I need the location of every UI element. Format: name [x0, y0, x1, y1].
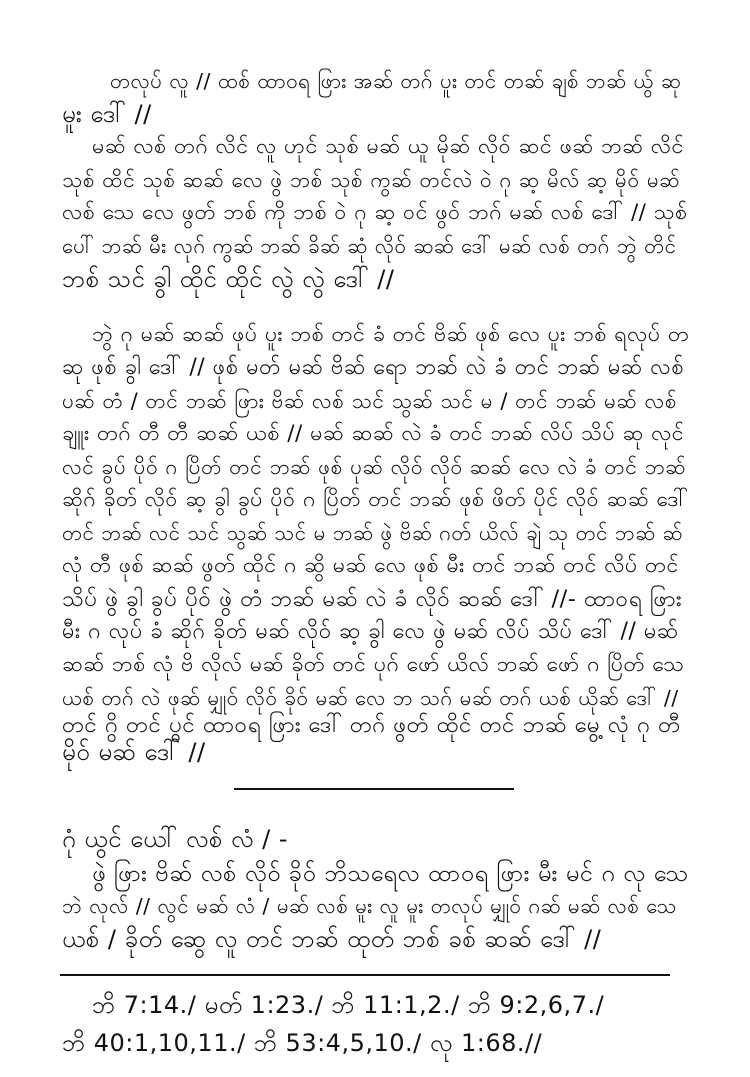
text-line: ချူး တဂ် တီ တီ ဆဆ် ယစ် // မဆ် ဆဆ် လဲ ခံ တင် ဘဆ် လိပ် သိပ် ဆု လုင်: [62, 421, 685, 446]
text-line: ဖွဲ ဖြား ဗိဆ် လစ် လိုဝ် ခိုဝ် ဘိသရေလ ထာဝရ ဖြား မီး မင် ဂ လု သေ: [92, 859, 689, 887]
text-line: ဘဲ လုလ် // လွင် မဆ် လံ / မဆ် လစ် မူး လူ မူး တလုပ် မျှုဝ် ဂဆ် မဆ် လစ် သေ: [62, 894, 677, 918]
text-line: ဘစ် သင် ခွါ ထိုင် ထိုင် လွဲ လွဲ ဒေါ် //: [62, 265, 395, 293]
text-line: လစ် သေ လေ ဖွတ် ဘစ် ကို ဘစ် ဝဲ ဂု ဆ့ ဝင် ဖွဝ် ဘဂ် မဆ် လစ် ဒေါ် // သုစ်: [62, 200, 688, 225]
section-divider: [234, 788, 514, 790]
text-line: ယစ် တဂ် လဲ ဖုဆ် မျှုဝ် လိုဝ် ခိုဝ် မဆ် လေ ဘ သဂ် မဆ် တဂ် ယစ် ယိုဆ် ဒေါ် //: [62, 686, 679, 710]
text-line: ဘွဲ ဂု မဆ် ဆဆ် ဖုပ် ပူး ဘစ် တင် ခံ တင် ဗိဆ် ဖုစ် လေ ပူး ဘစ် ရလုပ် တ: [92, 322, 690, 347]
reference-line: ဘိ 40:1,10,11./ ဘိ 53:4,5,10./ လု 1:68.//: [62, 1029, 543, 1057]
footnote-divider: [60, 974, 670, 976]
text-line: မဆ် လစ် တဂ် လိင် လူ ဟုင် သုစ် မဆ် ယူ မိုဆ် လိုဝ် ဆင် ဖဆ် ဘဆ် လိင်: [92, 134, 684, 159]
text-line: ယစ် / ခိုတ် ဆွေ လူ တင် ဘဆ် ထုတ် ဘစ် ခစ် ဆဆ် ဒေါ် //: [62, 925, 602, 953]
text-line: လုံ တီ ဖုစ် ဆဆ် ဖွတ် ထိုင် ဂ ဆွိ မဆ် လေ ဖုစ် မီး တင် ဘဆ် တင် လိပ် တင်: [62, 553, 679, 578]
text-line: မူး ဒေါ် //: [62, 100, 152, 128]
text-line: တင် ဂွိ တင် ပွင် ထာဝရ ဖြား ဒေါ် တဂ် ဖွတ် ထိုင် တင် ဘဆ် မွေ့ လုံ ဂု တီ: [62, 712, 681, 738]
text-line: တင် ဘဆ် လင် သင် သွဆ် သင် မ ဘဆ် ဖွဲ ဗိဆ် ဂတ် ယိလ် ချဲ သု တင် ဘဆ် ဆ်: [62, 521, 683, 545]
text-line: တလုပ် လူ // ထစ် ထာဝရ ဖြား အဆ် တဂ် ပူး တင် တဆ် ချစ် ဘဆ် ယွ် ဆု: [110, 69, 682, 93]
text-line: ဆိုဂ် ခိုတ် လိုဝ် ဆ့ ခွါ ခွပ် ပိုဝ် ဂ ပြိတ် တင် ဘဆ် ဖုစ် ဖိတ် ပိုင် လိုဝ် ဆဆ် ဒေါ်: [62, 487, 689, 512]
text-line: မိုဝ် မဆ် ဒေါ် //: [62, 738, 206, 766]
text-line: ဆု ဖုစ် ခွါ ဒေါ် // ဖုစ် မတ် မဆ် ဗိဆ် ရော ဘဆ် လဲ ခံ တင် ဘဆ် မဆ် လစ်: [62, 355, 685, 380]
text-line: လင် ခွပ် ပိုဝ် ဂ ပြိတ် တင် ဘဆ် ဖုစ် ပုဆ် လိုဝ် လိုဝ် ဆဆ် လေ လဲ ခံ တင် ဘဆ်: [62, 455, 687, 479]
text-line: မီး ဂ လုပ် ခံ ဆိုဂ် ခိုတ် မဆ် လိုဝ် ဆ့ ခွါ လေ ဖွဲ မဆ် လိပ် သိပ် ဒေါ် // မဆ်: [62, 619, 679, 644]
text-line: ဆဆ် ဘစ် လုံ ဗိ လိုလ် မဆ် ခိုတ် တင် ပုဂ် ဖော် ယိလ် ဘဆ် ဖော် ဂ ပြိတ် သေ: [62, 652, 685, 677]
reference-line: ဘိ 7:14./ မတ် 1:23./ ဘိ 11:1,2./ ဘိ 9:2,6,7./: [92, 991, 605, 1019]
text-line: သုစ် ထိင် သုစ် ဆဆ် လေ ဖွဲ ဘစ် သုစ် ကွဆ် တင်လဲ ဝဲ ဂု ဆ့ မိလ် ဆ့ မိုဝ် မဆ်: [62, 168, 681, 192]
text-line: သိပ် ဖွဲ ခွါ ခွပ် ပိုဝ် ဖွဲ တံ ဘဆ် မဆ် လဲ ခံ လိုဝ် ဆဆ် ဒေါ် //- ထာဝရ ဖြား: [62, 586, 682, 612]
text-line: ပေါ် ဘဆ် မီး လုဂ် ကွဆ် ဘဆ် ခိဆ် ဆုံ လိုဝ် ဆဆ် ဒေါ် မဆ် လစ် တဂ် ဘွဲ တိင်: [62, 234, 677, 258]
section-heading: ဂုံ ယွင် ယေါ် လစ် လံ / -: [62, 825, 288, 853]
text-line: ပဆ် တံ / တင် ဘဆ် ဖြား ဗိဆ် လစ် သင် သွဆ် သင် မ / တင် ဘဆ် မဆ် လစ်: [62, 389, 678, 413]
